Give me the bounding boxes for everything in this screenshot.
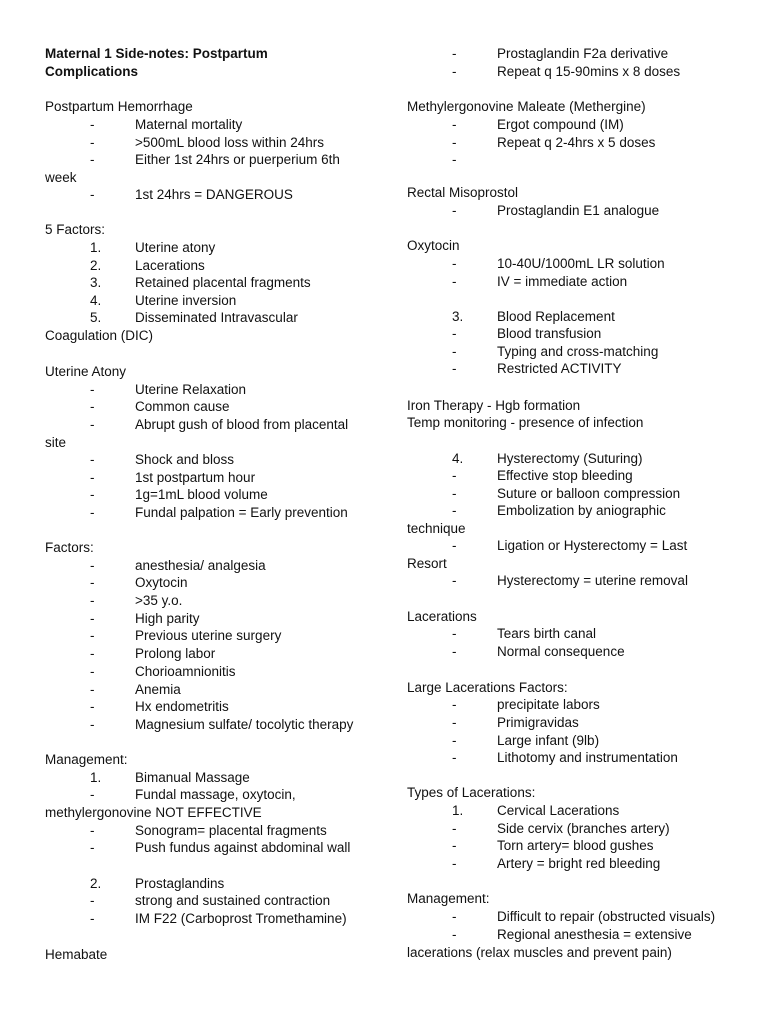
line-text: methylergonovine NOT EFFECTIVE [45, 805, 262, 820]
item-number: 3. [452, 309, 464, 324]
bullet-dash: - [90, 575, 95, 590]
item-number: 4. [452, 451, 464, 466]
line-text: lacerations (relax muscles and prevent pain) [407, 945, 672, 960]
bullet-dash: - [90, 399, 95, 414]
line-text: Resort [407, 556, 447, 571]
line-text: Prostaglandin E1 analogue [497, 203, 660, 218]
line-text: Difficult to repair (obstructed visuals) [497, 909, 716, 924]
line-text: Oxytocin [407, 238, 460, 253]
line-text: Sonogram= placental fragments [135, 823, 327, 838]
line-text: Uterine atony [135, 240, 216, 255]
bullet-dash: - [90, 628, 95, 643]
line-text: Oxytocin [135, 575, 188, 590]
line-text: Side cervix (branches artery) [497, 821, 670, 836]
bullet-dash: - [452, 203, 457, 218]
bullet-dash: - [452, 64, 457, 79]
line-text: Push fundus against abdominal wall [135, 840, 351, 855]
line-text: anesthesia/ analgesia [135, 558, 266, 573]
line-text: Types of Lacerations: [407, 785, 536, 800]
line-text: Hx endometritis [135, 699, 229, 714]
bullet-dash: - [452, 274, 457, 289]
bullet-dash: - [90, 470, 95, 485]
line-text: Lacerations [407, 609, 477, 624]
bullet-dash: - [90, 911, 95, 926]
line-text: strong and sustained contraction [135, 893, 331, 908]
bullet-dash: - [452, 626, 457, 641]
bullet-dash: - [90, 717, 95, 732]
line-text: 5 Factors: [45, 222, 106, 237]
line-text: Prostaglandin F2a derivative [497, 46, 669, 61]
line-text: 1st postpartum hour [135, 470, 256, 485]
line-text: Hysterectomy (Suturing) [497, 451, 643, 466]
line-text: Fundal massage, oxytocin, [135, 787, 296, 802]
line-text: Repeat q 2-4hrs x 5 doses [497, 135, 656, 150]
line-text: Restricted ACTIVITY [497, 361, 622, 376]
bullet-dash: - [452, 750, 457, 765]
bullet-dash: - [452, 468, 457, 483]
bullet-dash: - [452, 46, 457, 61]
line-text: Common cause [135, 399, 230, 414]
bullet-dash: - [452, 361, 457, 376]
bullet-dash: - [90, 487, 95, 502]
item-number: 1. [90, 770, 102, 785]
bullet-dash: - [452, 856, 457, 871]
bullet-dash: - [90, 452, 95, 467]
line-text: Either 1st 24hrs or puerperium 6th [135, 152, 340, 167]
bullet-dash: - [452, 573, 457, 588]
line-text: week [45, 170, 77, 185]
line-text: Suture or balloon compression [497, 486, 681, 501]
line-text: Temp monitoring - presence of infection [407, 415, 644, 430]
line-text: IV = immediate action [497, 274, 628, 289]
line-text: Retained placental fragments [135, 275, 311, 290]
line-text: Bimanual Massage [135, 770, 250, 785]
line-text: Anemia [135, 682, 181, 697]
line-text: Prostaglandins [135, 876, 225, 891]
line-text: Artery = bright red bleeding [497, 856, 661, 871]
bullet-dash: - [90, 787, 95, 802]
bullet-dash: - [452, 838, 457, 853]
line-text: Magnesium sulfate/ tocolytic therapy [135, 717, 354, 732]
line-text: Repeat q 15-90mins x 8 doses [497, 64, 681, 79]
line-text: Abrupt gush of blood from placental [135, 417, 349, 432]
line-text: 1st 24hrs = DANGEROUS [135, 187, 293, 202]
bullet-dash: - [90, 840, 95, 855]
line-text: Management: [407, 891, 490, 906]
bullet-dash: - [452, 326, 457, 341]
bullet-dash: - [90, 558, 95, 573]
bullet-dash: - [90, 593, 95, 608]
line-text: Iron Therapy - Hgb formation [407, 398, 581, 413]
line-text: 1g=1mL blood volume [135, 487, 268, 502]
bullet-dash: - [90, 152, 95, 167]
item-number: 1. [90, 240, 102, 255]
line-text: Chorioamnionitis [135, 664, 236, 679]
line-text: Previous uterine surgery [135, 628, 282, 643]
line-text: Uterine inversion [135, 293, 237, 308]
line-text: Cervical Lacerations [497, 803, 620, 818]
line-text: Lithotomy and instrumentation [497, 750, 678, 765]
line-text: Ligation or Hysterectomy = Last [497, 538, 688, 553]
bullet-dash: - [452, 733, 457, 748]
line-text: Large Lacerations Factors: [407, 680, 568, 695]
line-text: Complications [45, 64, 139, 79]
bullet-dash: - [452, 538, 457, 553]
bullet-dash: - [452, 135, 457, 150]
line-text: >500mL blood loss within 24hrs [135, 135, 324, 150]
line-text: Rectal Misoprostol [407, 185, 519, 200]
bullet-dash: - [90, 893, 95, 908]
line-text: Blood transfusion [497, 326, 602, 341]
line-text: Maternal mortality [135, 117, 243, 132]
bullet-dash: - [90, 646, 95, 661]
bullet-dash: - [90, 664, 95, 679]
bullet-dash: - [90, 117, 95, 132]
line-text: Normal consequence [497, 644, 625, 659]
line-text: Disseminated Intravascular [135, 310, 298, 325]
bullet-dash: - [90, 417, 95, 432]
line-text: Maternal 1 Side-notes: Postpartum [45, 46, 268, 61]
bullet-dash: - [452, 697, 457, 712]
line-text: Regional anesthesia = extensive [497, 927, 692, 942]
line-text: Lacerations [135, 258, 205, 273]
line-text: Management: [45, 752, 128, 767]
line-text: Coagulation (DIC) [45, 328, 154, 343]
line-text: Blood Replacement [497, 309, 615, 324]
bullet-dash: - [90, 611, 95, 626]
line-text: site [45, 435, 67, 450]
bullet-dash: - [452, 909, 457, 924]
line-text: precipitate labors [497, 697, 600, 712]
bullet-dash: - [452, 927, 457, 942]
line-text: Hemabate [45, 947, 108, 962]
bullet-dash: - [452, 117, 457, 132]
line-text: Embolization by aniographic [497, 503, 666, 518]
line-text: Methylergonovine Maleate (Methergine) [407, 99, 646, 114]
line-text: technique [407, 521, 466, 536]
line-text: High parity [135, 611, 200, 626]
bullet-dash: - [90, 505, 95, 520]
item-number: 2. [90, 876, 102, 891]
line-text: Ergot compound (IM) [497, 117, 624, 132]
line-text: 10-40U/1000mL LR solution [497, 256, 665, 271]
bullet-dash: - [452, 503, 457, 518]
line-text: Factors: [45, 540, 94, 555]
bullet-dash: - [90, 823, 95, 838]
line-text: >35 y.o. [135, 593, 183, 608]
item-number: 3. [90, 275, 102, 290]
line-text: Hysterectomy = uterine removal [497, 573, 688, 588]
line-text: Primigravidas [497, 715, 579, 730]
item-number: 2. [90, 258, 102, 273]
bullet-dash: - [90, 382, 95, 397]
item-number: 5. [90, 310, 102, 325]
line-text: IM F22 (Carboprost Tromethamine) [135, 911, 347, 926]
line-text: Large infant (9lb) [497, 733, 600, 748]
line-text: Tears birth canal [497, 626, 597, 641]
line-text: Effective stop bleeding [497, 468, 633, 483]
bullet-dash: - [452, 644, 457, 659]
line-text: Postpartum Hemorrhage [45, 99, 193, 114]
item-number: 1. [452, 803, 464, 818]
line-text: Shock and bloss [135, 452, 235, 467]
bullet-dash: - [90, 699, 95, 714]
bullet-dash: - [452, 256, 457, 271]
line-text: Uterine Relaxation [135, 382, 247, 397]
bullet-dash: - [90, 682, 95, 697]
line-text: Typing and cross-matching [497, 344, 659, 359]
bullet-dash: - [452, 486, 457, 501]
item-number: 4. [90, 293, 102, 308]
bullet-dash: - [452, 715, 457, 730]
line-text: Prolong labor [135, 646, 216, 661]
line-text: Torn artery= blood gushes [497, 838, 654, 853]
bullet-dash: - [90, 135, 95, 150]
line-text: Uterine Atony [45, 364, 127, 379]
bullet-dash: - [452, 152, 457, 167]
bullet-dash: - [452, 344, 457, 359]
line-text: Fundal palpation = Early prevention [135, 505, 348, 520]
bullet-dash: - [452, 821, 457, 836]
bullet-dash: - [90, 187, 95, 202]
